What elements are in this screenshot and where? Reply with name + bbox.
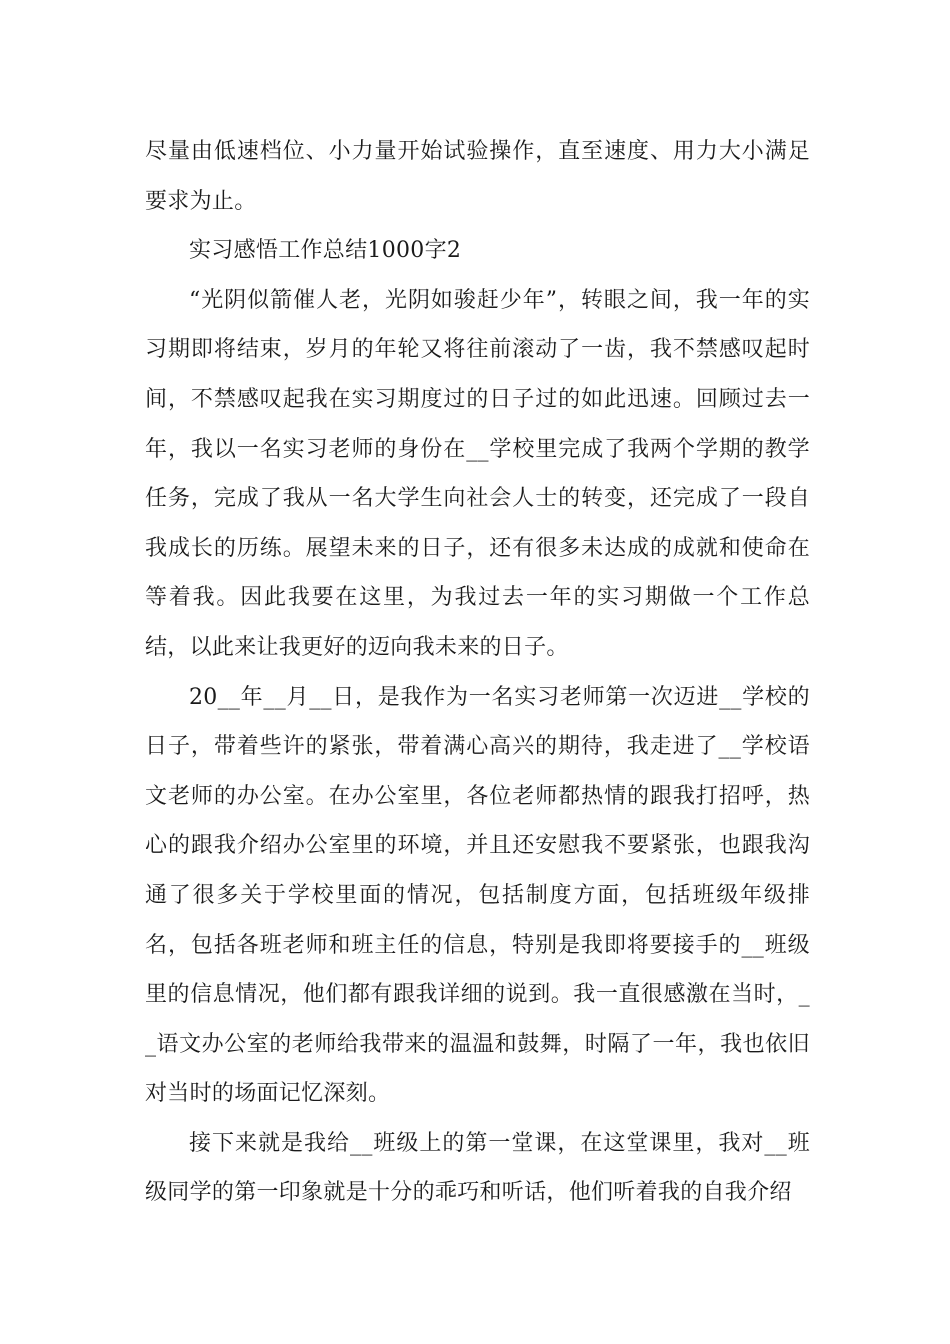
section-heading: 实习感悟工作总结1000字2 (189, 238, 462, 264)
paragraph-continuation: 尽量由低速档位、小力量开始试验操作，直至速度、用力大小满足要求为止。 (145, 139, 810, 214)
paragraph-first-day: 20__年__月__日，是我作为一名实习老师第一次迈进__学校的日子，带着些许的紧张，带着满心高兴的期待，我走进了__学校语文老师的办公室。在办公室里，各位老师都热情的跟我打招呼，热心的跟我介绍办公室里的环境，并且还安慰我不要紧张，也跟我沟通了很多关于学校里面的情况，包括制度方面，包括班级年级排名，包括各班老师和班主任的信息，特别是我即将要接手的__班级里的信息情况，他们都有跟我详细的说到。我一直很感激在当时，__语文办公室的老师给我带来的温温和鼓舞，时隔了一年，我也依旧对当时的场面记忆深刻。 (145, 684, 810, 1107)
paragraph-first-class: 接下来就是我给__班级上的第一堂课，在这堂课里，我对__班级同学的第一印象就是十分的乖巧和听话，他们听着我的自我介绍 (145, 1130, 810, 1206)
document-body (145, 127, 810, 1218)
paragraph-intro: “光阴似箭催人老，光阴如骏赶少年”，转眼之间，我一年的实习期即将结束，岁月的年轮又将往前滚动了一齿，我不禁感叹起时间，不禁感叹起我在实习期度过的日子过的如此迅速。回顾过去一年，我以一名实习老师的身份在__学校里完成了我两个学期的教学任务，完成了我从一名大学生向社会人士的转变，还完成了一段自我成长的历练。展望未来的日子，还有很多未达成的成就和使命在等着我。因此我要在这里，为我过去一年的实习期做一个工作总结，以此来让我更好的迈向我未来的日子。 (145, 287, 810, 660)
